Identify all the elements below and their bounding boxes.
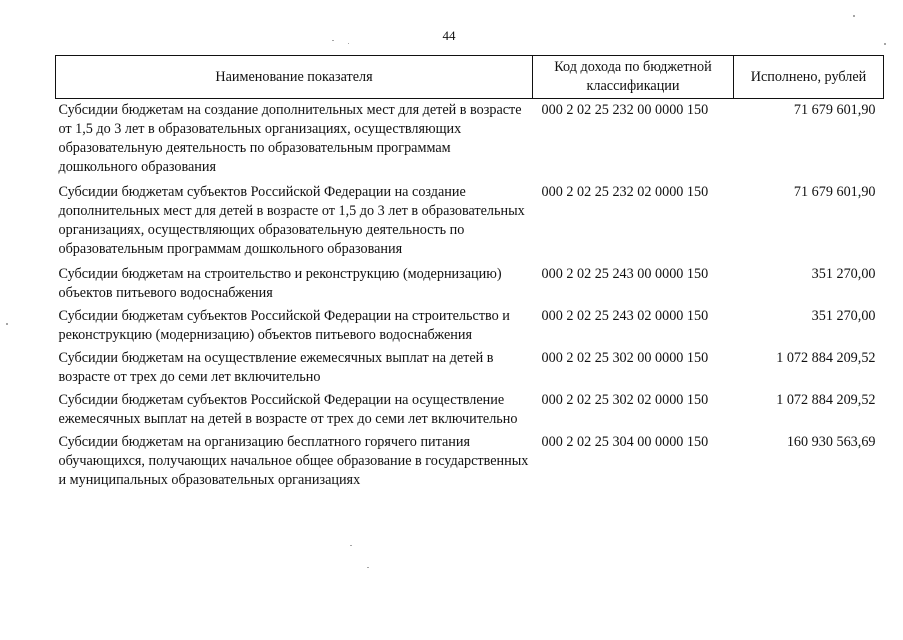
table-row	[56, 183, 884, 265]
scan-speck	[853, 15, 855, 17]
scan-speck	[884, 43, 886, 45]
table-row	[56, 349, 884, 391]
table-row	[56, 307, 884, 349]
row-amount: 71 679 601,90	[793, 102, 876, 118]
table-row	[56, 265, 884, 307]
scan-speck	[6, 323, 8, 325]
table-row	[56, 433, 884, 494]
header-name: Наименование показателя	[56, 56, 533, 99]
row-amount: 351 270,00	[811, 308, 876, 324]
row-code: 000 2 02 25 304 00 0000 150	[541, 434, 709, 450]
budget-table	[55, 55, 884, 494]
row-code: 000 2 02 25 302 02 0000 150	[541, 392, 709, 408]
row-amount: 160 930 563,69	[786, 434, 876, 450]
scan-speck	[348, 43, 349, 44]
scan-speck	[350, 545, 352, 546]
row-name: Субсидии бюджетам субъектов Российской Федерации на строительство и реконструкцию (модернизацию) объектов питьевого водоснабжения	[58, 308, 510, 343]
row-name: Субсидии бюджетам на создание дополнительных мест для детей в возрасте от 1,5 до 3 лет в образовательных организациях, осуществляющих образовательную деятельность по образовательным программам дошкольного образования	[58, 102, 522, 175]
scan-speck	[367, 567, 369, 568]
header-amount: Исполнено, рублей	[734, 56, 884, 99]
row-code: 000 2 02 25 243 00 0000 150	[541, 266, 709, 282]
row-code: 000 2 02 25 302 00 0000 150	[541, 350, 709, 366]
row-name: Субсидии бюджетам на строительство и реконструкцию (модернизацию) объектов питьевого водоснабжения	[58, 266, 502, 301]
table-row	[56, 99, 884, 184]
row-name: Субсидии бюджетам субъектов Российской Федерации на создание дополнительных мест для детей в возрасте от 1,5 до 3 лет в образовательных организациях, осуществляющих образовательную деятельность по образовательным программам дошкольного образования	[58, 184, 525, 257]
row-amount: 351 270,00	[811, 266, 876, 282]
table-header-row	[56, 56, 884, 99]
row-code: 000 2 02 25 243 02 0000 150	[541, 308, 709, 324]
row-amount: 71 679 601,90	[793, 184, 876, 200]
row-name: Субсидии бюджетам на осуществление ежемесячных выплат на детей в возрасте от трех до семи лет включительно	[58, 350, 494, 385]
header-code: Код дохода по бюджетной классификации	[533, 56, 734, 99]
page-number: 44	[442, 28, 456, 43]
row-amount: 1 072 884 209,52	[776, 392, 876, 408]
scan-speck	[332, 40, 334, 41]
row-code: 000 2 02 25 232 02 0000 150	[541, 184, 709, 200]
table-row	[56, 391, 884, 433]
row-name: Субсидии бюджетам субъектов Российской Федерации на осуществление ежемесячных выплат на детей в возрасте от трех до семи лет включительно	[58, 392, 518, 427]
row-code: 000 2 02 25 232 00 0000 150	[541, 102, 709, 118]
row-amount: 1 072 884 209,52	[776, 350, 876, 366]
row-name: Субсидии бюджетам на организацию бесплатного горячего питания обучающихся, получающих начальное общее образование в государственных и муниципальных образовательных организациях	[58, 434, 529, 488]
